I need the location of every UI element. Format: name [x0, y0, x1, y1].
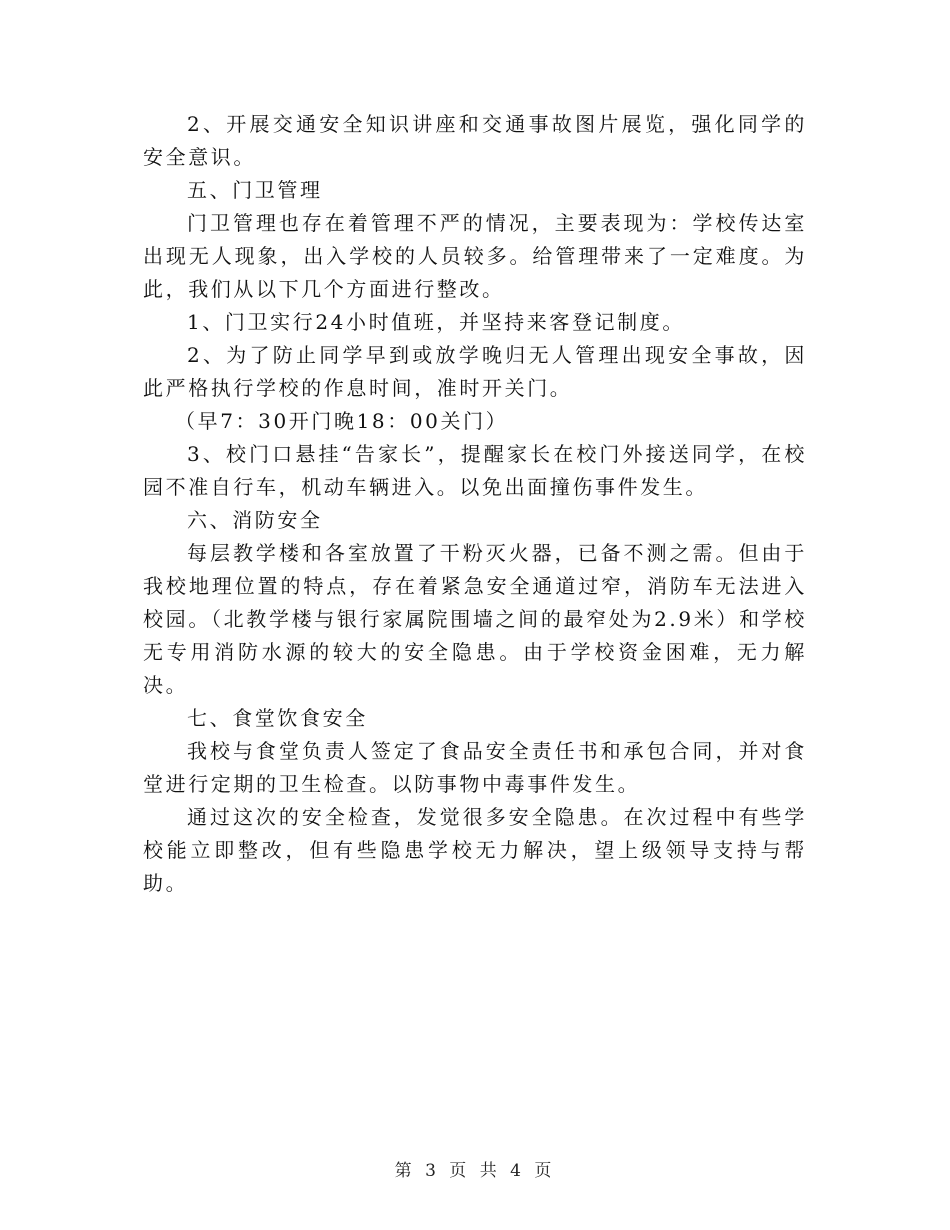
- section-heading-gate-management: 五、门卫管理: [187, 178, 323, 202]
- paragraph-gate-24h: 1、门卫实行24小时值班，并坚持来客登记制度。: [187, 310, 685, 334]
- paragraph-traffic-lecture: 2、开展交通安全知识讲座和交通事故图片展览，强化同学的安全意识。: [143, 112, 807, 169]
- paragraph-canteen-safety: 我校与食堂负责人签定了食品安全责任书和承包合同，并对食堂进行定期的卫生检查。以防事物中毒事件发生。: [143, 739, 807, 796]
- section-heading-fire-safety: 六、消防安全: [187, 508, 323, 532]
- document-body: [143, 108, 807, 900]
- section-heading-canteen-safety: 七、食堂饮食安全: [187, 706, 368, 730]
- paragraph-gate-notice: 3、校门口悬挂“告家长”，提醒家长在校门外接送同学，在校园不准自行车，机动车辆进入。以免出面撞伤事件发生。: [143, 442, 807, 499]
- paragraph-conclusion: 通过这次的安全检查，发觉很多安全隐患。在次过程中有些学校能立即整改，但有些隐患学校无力解决，望上级领导支持与帮助。: [143, 805, 807, 895]
- paragraph-gate-hours-note: （早7：30开门晚18：00关门）: [175, 409, 509, 433]
- paragraph-gate-schedule: 2、为了防止同学早到或放学晚归无人管理出现安全事故，因此严格执行学校的作息时间，准时开关门。: [143, 343, 807, 400]
- paragraph-gate-issues: 门卫管理也存在着管理不严的情况，主要表现为：学校传达室出现无人现象，出入学校的人员较多。给管理带来了一定难度。为此，我们从以下几个方面进行整改。: [143, 211, 807, 301]
- page-number-footer: 第 3 页 共 4 页: [394, 1161, 556, 1181]
- paragraph-fire-safety: 每层教学楼和各室放置了干粉灭火器，已备不测之需。但由于我校地理位置的特点，存在着紧急安全通道过窄，消防车无法进入校园。（北教学楼与银行家属院围墙之间的最窄处为2.9米）和学校无专用消防水源的较大的安全隐患。由于学校资金困难，无力解决。: [143, 541, 807, 697]
